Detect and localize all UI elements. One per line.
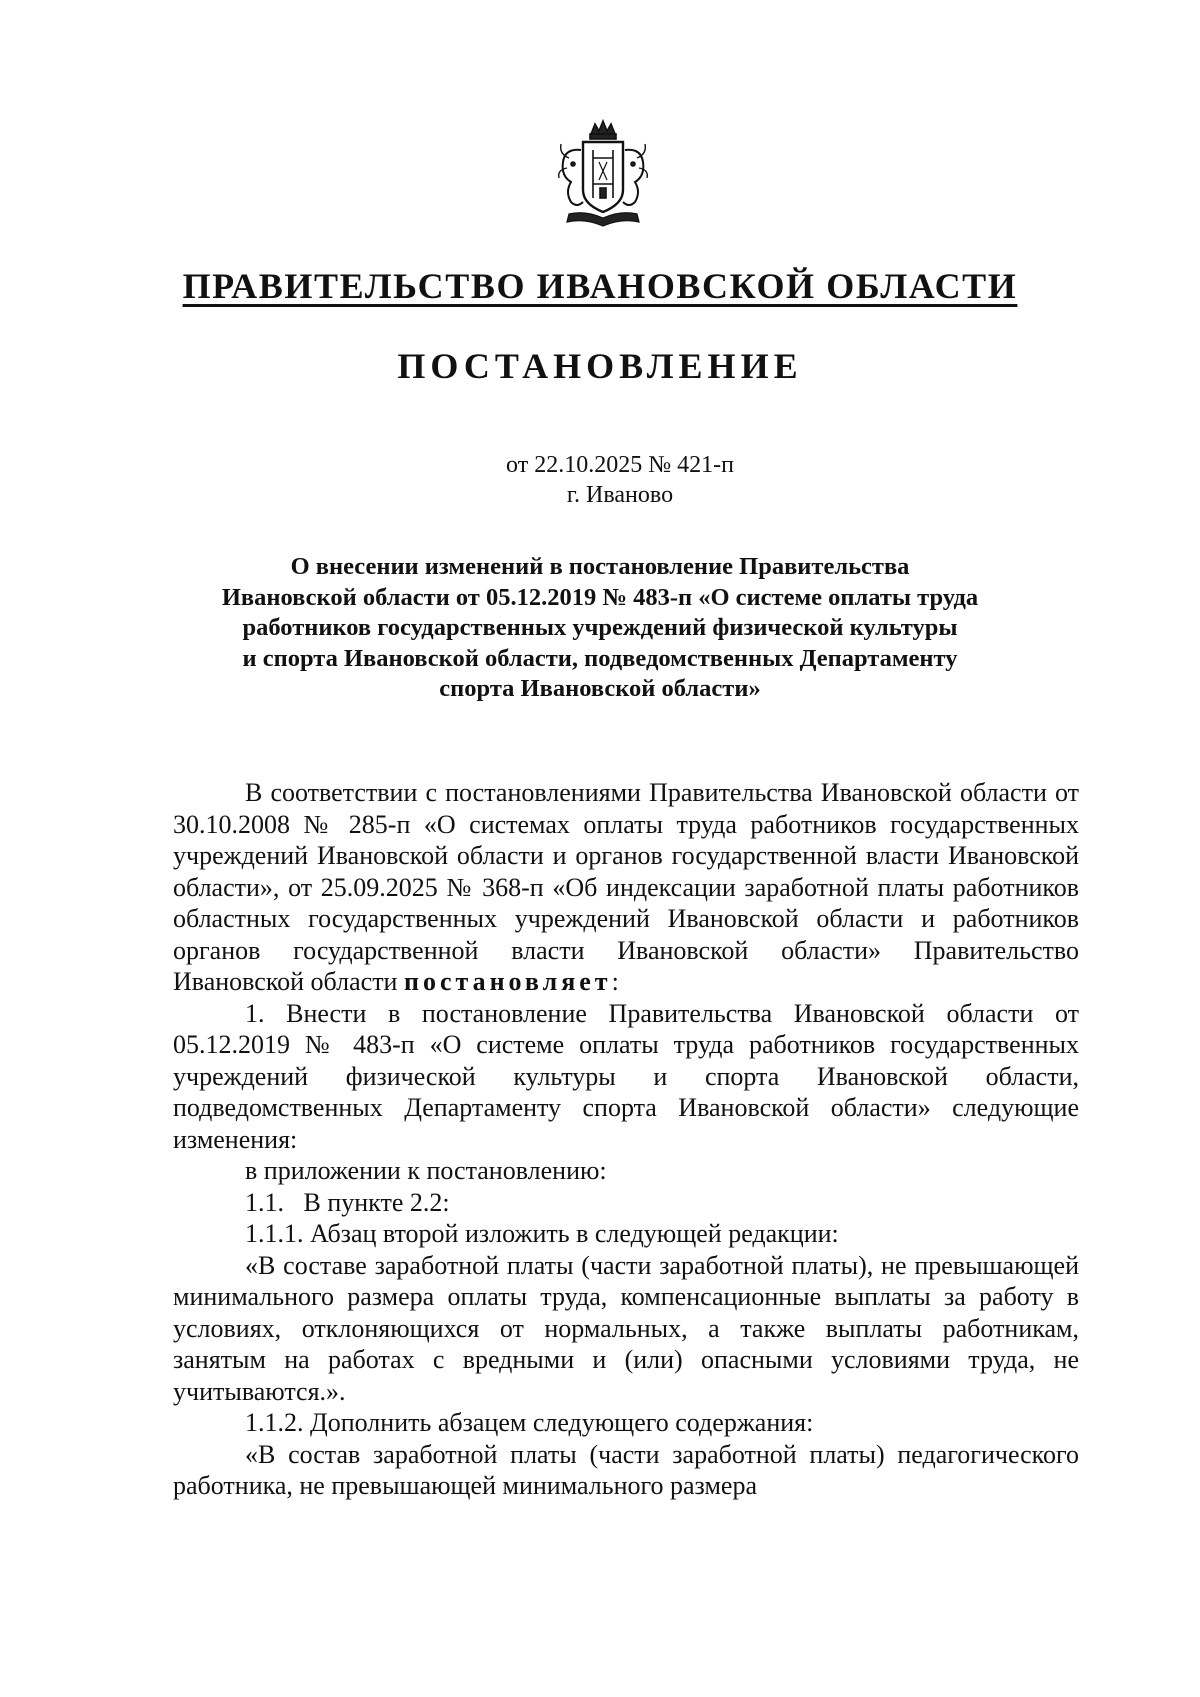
item-1-1-2: 1.1.2. Дополнить абзацем следующего содержания: [245, 1408, 814, 1437]
preamble-paragraph [173, 777, 1079, 998]
preamble-text: В соответствии с постановлениями Правительства Ивановской области от 30.10.2008 № 285-п «О системах оплаты труда работников государственных учреждений Ивановской области и органов государственной власти Ивановской области», от 25.09.2025 № 368-п «Об индексации заработной платы работников областных государственных учреждений Ивановской области и работников органов государственной власти Ивановской области» Правительство Ивановской области [173, 778, 1079, 996]
decree-word: постановляет [403, 967, 612, 996]
quote-1-paragraph: «В составе заработной платы (части заработной платы), не превышающей минимального размера оплаты труда, компенсационные выплаты за работу в условиях, отклоняющихся от нормальных, а также выплаты работникам, занятым на работах с вредными и (или) опасными условиями труда, не учитываются.». [173, 1250, 1079, 1406]
item-1-paragraph: 1. Внести в постановление Правительства Ивановской области от 05.12.2019 № 483-п «О системе оплаты труда работников государственных учреждений физической культуры и спорта Ивановской области, подведомственных Департаменту спорта Ивановской области» следующие изменения: [173, 998, 1079, 1154]
heading-line: спорта Ивановской области» [439, 675, 761, 702]
heading-line: и спорта Ивановской области, подведомственных Департаменту [242, 644, 958, 672]
quote-2-paragraph: «В состав заработной платы (части заработной платы) педагогического работника, не превышающей минимального размера [173, 1439, 1079, 1500]
government-title [0, 262, 1200, 310]
item-1-1: 1.1. В пункте 2.2: [245, 1187, 450, 1217]
decree-colon: : [611, 967, 619, 996]
date-number: от 22.10.2025 № 421-п [506, 452, 734, 478]
document-heading [170, 552, 1030, 705]
document-meta [0, 450, 1200, 510]
coat-of-arms-icon [555, 118, 651, 228]
item-1-1-1: 1.1.1. Абзац второй изложить в следующей редакции: [245, 1219, 839, 1248]
document-body [173, 777, 1079, 1502]
government-title-text: ПРАВИТЕЛЬСТВО ИВАНОВСКОЙ ОБЛАСТИ [182, 266, 1018, 306]
document-type-title: ПОСТАНОВЛЕНИЕ [397, 346, 803, 386]
appendix-intro: в приложении к постановлению: [245, 1156, 607, 1185]
heading-line: О внесении изменений в постановление Правительства [290, 553, 910, 580]
city: г. Иваново [566, 482, 674, 508]
heading-line: работников государственных учреждений физической культуры [242, 614, 958, 641]
heading-line: Ивановской области от 05.12.2019 № 483-п «О системе оплаты труда [221, 583, 979, 611]
